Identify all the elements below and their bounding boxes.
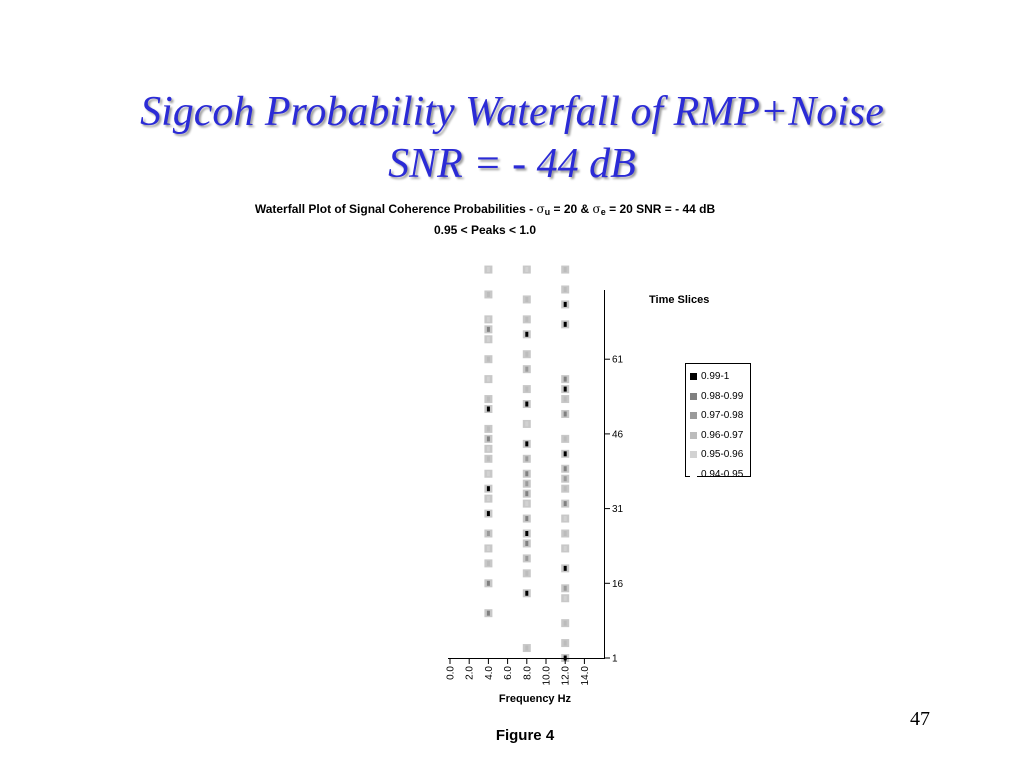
sigma-e-snr-value: = 20 SNR = - 44 dB: [609, 202, 716, 216]
data-cell-peak: [564, 641, 567, 646]
data-cell-peak: [487, 407, 490, 412]
x-tick-label: 10.0: [541, 666, 553, 686]
legend-label: 0.94-0.95: [701, 468, 744, 480]
y-tick-label: 16: [612, 578, 624, 590]
x-axis-ticks: [446, 658, 591, 685]
data-cell-peak: [564, 377, 567, 382]
data-cell-peak: [564, 531, 567, 536]
x-tick-label: 12.0: [560, 666, 572, 686]
slide-title: Sigcoh Probability Waterfall of RMP+Noise: [140, 89, 884, 135]
data-cell-peak: [487, 436, 490, 441]
x-tick-label: 6.0: [503, 666, 515, 680]
data-cell-peak: [525, 421, 528, 426]
data-cell-peak: [487, 426, 490, 431]
y-tick-label: 46: [612, 429, 624, 441]
data-cell-peak: [525, 571, 528, 576]
legend-label: 0.96-0.97: [701, 429, 744, 441]
legend-label: 0.98-0.99: [701, 390, 744, 402]
legend-swatch: [690, 451, 697, 458]
data-cell-peak: [487, 377, 490, 382]
x-tick-label: 0.0: [445, 666, 457, 680]
data-cell-peak: [564, 267, 567, 272]
data-cells: [484, 266, 569, 662]
x-tick-label: 4.0: [483, 666, 495, 680]
data-cell-peak: [564, 387, 567, 392]
data-cell-peak: [525, 541, 528, 546]
data-cell-peak: [564, 596, 567, 601]
data-cell-peak: [487, 471, 490, 476]
data-cell-peak: [564, 476, 567, 481]
sigma-u-symbol: σ: [536, 202, 545, 216]
data-cell-peak: [525, 471, 528, 476]
data-cell-peak: [525, 441, 528, 446]
data-cell-peak: [525, 501, 528, 506]
data-cell-peak: [525, 556, 528, 561]
data-cell-peak: [564, 451, 567, 456]
legend-item: [686, 445, 750, 465]
data-cell-peak: [525, 456, 528, 461]
data-cell-peak: [487, 546, 490, 551]
legend-swatch: [690, 432, 697, 439]
legend-item: [686, 367, 750, 387]
legend-item: [686, 465, 750, 485]
data-cell-peak: [487, 292, 490, 297]
legend-item: [686, 387, 750, 407]
data-cell-peak: [564, 411, 567, 416]
data-cell-peak: [564, 397, 567, 402]
data-cell-peak: [487, 531, 490, 536]
data-cell-peak: [487, 267, 490, 272]
data-cell-peak: [525, 531, 528, 536]
data-cell-peak: [525, 267, 528, 272]
data-cell-peak: [487, 446, 490, 451]
data-cell-peak: [564, 287, 567, 292]
data-cell-peak: [525, 317, 528, 322]
chart-subtitle: 0.95 < Peaks < 1.0: [433, 223, 537, 237]
data-cell-peak: [525, 481, 528, 486]
data-cell-peak: [525, 646, 528, 651]
data-cell-peak: [564, 516, 567, 521]
data-cell-peak: [525, 367, 528, 372]
legend-label: 0.95-0.96: [701, 449, 744, 461]
x-tick-label: 8.0: [522, 666, 534, 680]
data-cell-peak: [487, 496, 490, 501]
data-cell-peak: [487, 317, 490, 322]
y-tick-label: 1: [612, 653, 618, 665]
y-tick-label: 61: [612, 354, 624, 366]
sigma-e-symbol: σ: [592, 202, 601, 216]
data-cell-peak: [487, 357, 490, 362]
data-cell-peak: [525, 402, 528, 407]
data-cell-peak: [487, 337, 490, 342]
legend-label: 0.97-0.98: [701, 410, 744, 422]
data-cell-peak: [525, 591, 528, 596]
chart-title-prefix: Waterfall Plot of Signal Coherence Probabilities -: [254, 202, 534, 216]
data-cell-peak: [487, 581, 490, 586]
data-cell-peak: [564, 322, 567, 327]
figure-caption: Figure 4: [495, 727, 555, 744]
data-cell-peak: [564, 621, 567, 626]
page-number: 47: [910, 708, 930, 730]
legend-label: 0.99-1: [701, 371, 730, 383]
x-axis-label: Frequency Hz: [498, 693, 572, 705]
legend-item: [686, 406, 750, 426]
data-cell-peak: [564, 466, 567, 471]
data-cell-peak: [525, 516, 528, 521]
data-cell-peak: [564, 436, 567, 441]
legend-swatch: [690, 393, 697, 400]
data-cell-peak: [487, 327, 490, 332]
legend-swatch: [690, 412, 697, 419]
data-cell-peak: [564, 586, 567, 591]
x-tick-label: 14.0: [579, 666, 591, 686]
data-cell-peak: [564, 302, 567, 307]
slide-subtitle: SNR = - 44 dB: [388, 141, 636, 187]
sigma-u-value: = 20 &: [553, 202, 590, 216]
legend-swatch: [690, 373, 697, 380]
x-tick-label: 2.0: [464, 666, 476, 680]
legend: [685, 363, 751, 480]
data-cell-peak: [487, 486, 490, 491]
y-tick-label: 31: [612, 504, 624, 516]
legend-item: [686, 426, 750, 446]
data-cell-peak: [487, 611, 490, 616]
data-cell-peak: [525, 332, 528, 337]
y-axis-ticks: [604, 355, 624, 665]
legend-title: Time Slices: [649, 294, 710, 306]
data-cell-peak: [487, 511, 490, 516]
data-cell-peak: [487, 397, 490, 402]
data-cell-peak: [487, 561, 490, 566]
data-cell-peak: [525, 491, 528, 496]
data-cell-peak: [564, 501, 567, 506]
data-cell-peak: [525, 297, 528, 302]
sigma-u-subscript: u: [544, 207, 551, 217]
data-cell-peak: [525, 387, 528, 392]
data-cell-peak: [564, 566, 567, 571]
data-cell-peak: [487, 456, 490, 461]
legend-swatch: [690, 471, 697, 478]
data-cell-peak: [564, 486, 567, 491]
data-cell-peak: [564, 546, 567, 551]
sigma-e-subscript: e: [600, 207, 606, 217]
data-cell-peak: [525, 352, 528, 357]
